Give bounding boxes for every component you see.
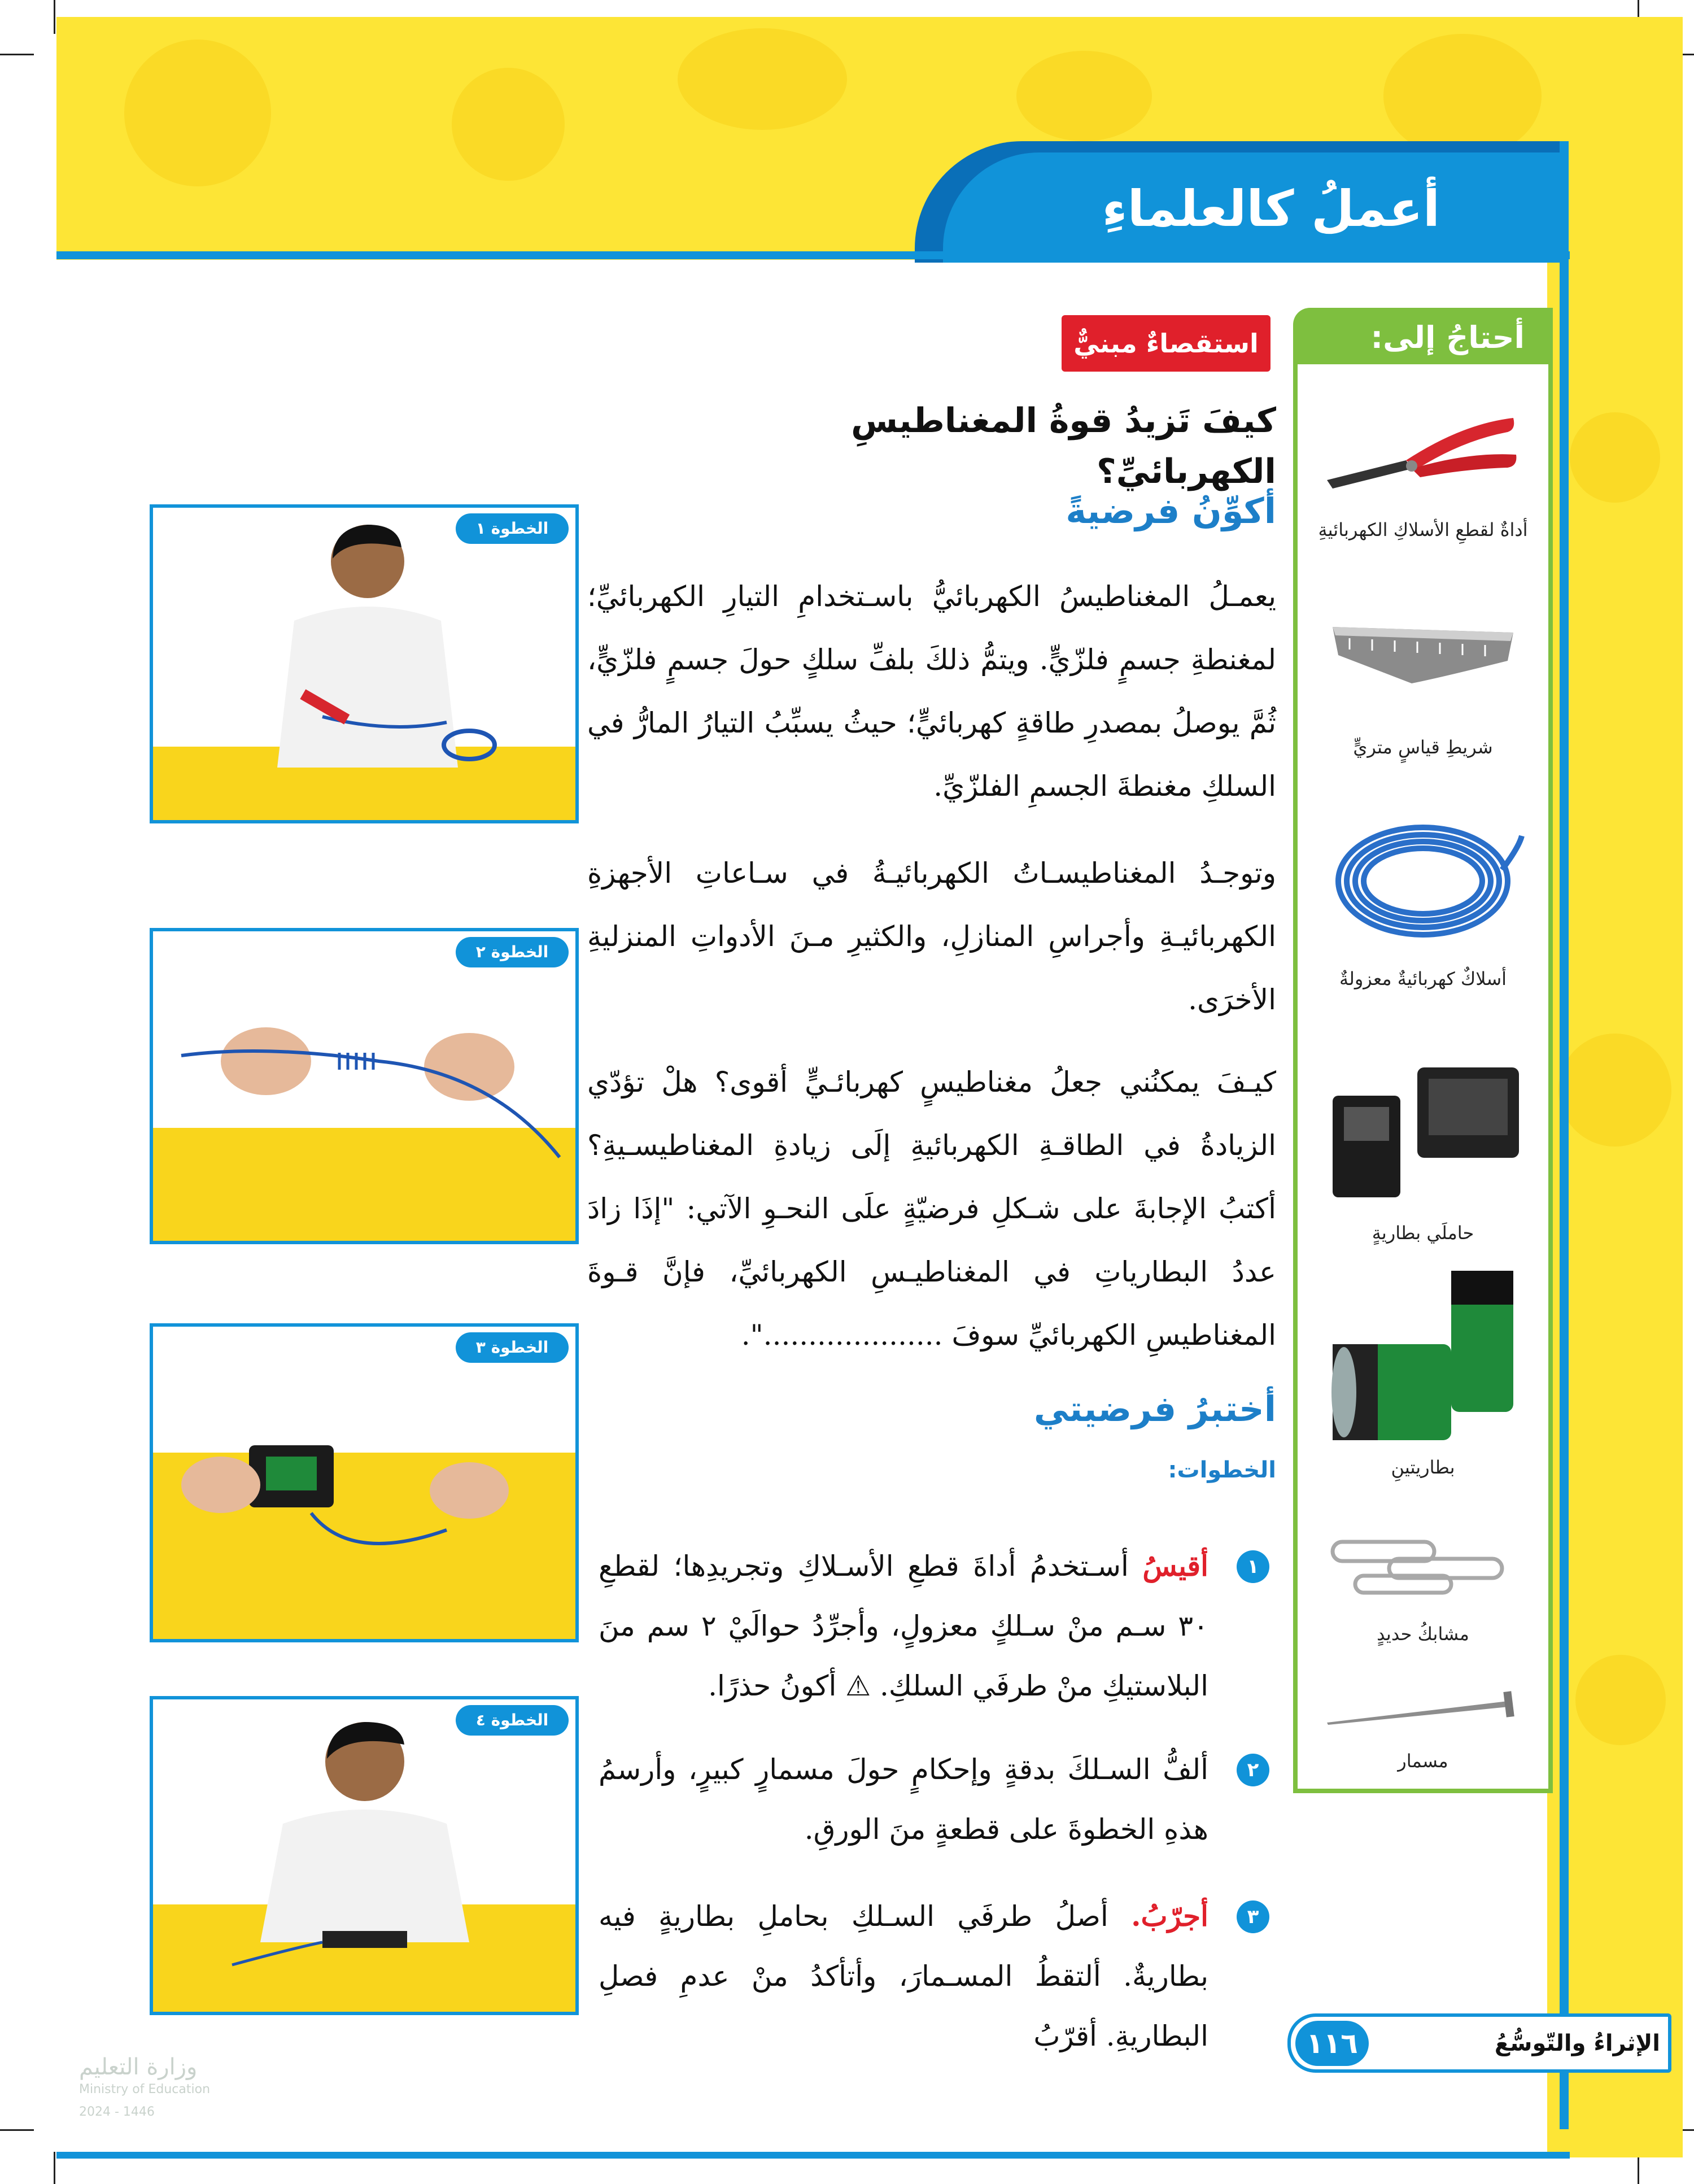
hypothesis-heading: أكوِّنُ فرضيةً bbox=[1066, 490, 1276, 531]
crop-mark bbox=[54, 2152, 55, 2184]
step-2-photo bbox=[150, 928, 579, 1244]
main-question: كيفَ تَزيدُ قوةُ المغناطيسِ الكهربائيِّ؟ bbox=[851, 401, 1276, 491]
wire-cutter-icon bbox=[1321, 407, 1525, 503]
step-number: ٣ bbox=[1237, 1900, 1269, 1933]
step-3-text: أجرّبُ. أصلُ طرفَي السـلكِ بحاملِ بطاريةٍ فيه بطاريةٌ. ألتقطُ المسـمارَ، وأتأكدُ منْ عدمِ فصلِ البطاريةِ. أقرّبُ bbox=[599, 1899, 1208, 2052]
photo-step-tag: الخطوة ٢ bbox=[456, 937, 569, 967]
inquiry-badge-label: استقصاءٌ مبنيٌّ bbox=[1073, 328, 1259, 359]
step-number: ١ bbox=[1237, 1550, 1269, 1583]
photo-step-tag: الخطوة ٣ bbox=[456, 1332, 569, 1363]
crop-mark bbox=[54, 0, 55, 34]
section-name: الإثراءُ والتّوسُّعُ bbox=[1494, 2030, 1660, 2056]
material-label: أسلاكٌ كهربائيةٌ معزولةٌ bbox=[1339, 968, 1507, 989]
step-1-photo bbox=[150, 504, 579, 823]
photo-step-tag: الخطوة ١ bbox=[456, 513, 569, 544]
hypothesis-paragraph-3: كيـفَ يمكنُني جعلُ مغناطيسٍ كهربائـيٍّ أقوى؟ هلْ تؤدّي الزيادةُ في الطاقـةِ الكهربائيةِ إلَى زيادةِ المغناطيسـيةِ؟ أكتبُ الإجابةَ على شـكلِ فرضيّةٍ علَى النحـوِ الآتي: "إذَا زادَ عددُ البطارياتِ في المغناطيـسِ الكهربائيِّ، فإنَّ قـوةَ المغناطيسِ الكهربائيِّ سوفَ ....................". bbox=[587, 1066, 1276, 1352]
material-label: شريطِ قياسٍ متريٍّ bbox=[1353, 736, 1493, 758]
ministry-watermark: وزارة التعليم Ministry of Education 2024 - 1446 bbox=[79, 2054, 211, 2119]
step-2-text: ألفُّ السـلكَ بدقةٍ وإحكامٍ حولَ مسمارٍ كبيرٍ، وأرسمُ هذهِ الخطوةَ على قطعةٍ منَ الورقِ. bbox=[599, 1753, 1208, 1846]
header-divider bbox=[56, 251, 1570, 259]
hypothesis-paragraph-2: وتوجـدُ المغناطيسـاتُ الكهربائيـةُ في سـاعاتِ الأجهزةِ الكهربائيـةِ وأجراسِ المنازلِ، والكثيرِ مـنَ الأدواتِ المنزليةِ الأخرَى. bbox=[587, 857, 1276, 1016]
crop-mark bbox=[0, 54, 34, 55]
material-label: مسمار bbox=[1398, 1750, 1448, 1772]
material-label: أداةٌ لقطعِ الأسلاكِ الكهربائيةِ bbox=[1318, 519, 1528, 540]
hypothesis-paragraph-1: يعمـلُ المغناطيسُ الكهربائيُّ باسـتخدامِ التيارِ الكهربائيِّ؛ لمغنطةِ جسمٍ فلزّيٍّ. ويتمُّ ذلكَ بلفِّ سلكٍ حولَ جسمٍ فلزّيٍّ، ثُمَّ يوصلُ بمصدرِ طاقةٍ كهربائيٍّ؛ حيثُ يسبِّبُ التيارُ المارُّ في السلكِ مغنطةَ الجسمِ الفلزّيِّ. bbox=[587, 580, 1276, 803]
right-border bbox=[1560, 141, 1569, 2129]
paper-clip-icon bbox=[1321, 1525, 1525, 1604]
materials-heading: أحتاجُ إلى: bbox=[1370, 320, 1525, 355]
test-heading: أختبرُ فرضيتي bbox=[1033, 1388, 1276, 1429]
photo-step-tag: الخطوة ٤ bbox=[456, 1705, 569, 1736]
nail-icon bbox=[1321, 1689, 1525, 1734]
step-1-text: أقيسُ أسـتخدمُ أداةَ قطعِ الأسـلاكِ وتجريدِها؛ لقطعِ ٣٠ سـم منْ سـلكٍ معزولٍ، وأجرِّدُ حوالَيْ ٢ سم منَ البلاستيكِ منْ طرفَي السلكِ. ⚠ أكونُ حذرًا. bbox=[599, 1549, 1208, 1702]
page-number: ١١٦ bbox=[1295, 2021, 1369, 2066]
step-4-photo bbox=[150, 1696, 579, 2015]
wire-coil-icon bbox=[1321, 813, 1525, 949]
material-label: بطاريتينِ bbox=[1391, 1457, 1455, 1478]
battery-holder-icon bbox=[1321, 1062, 1525, 1209]
steps-label: الخطوات: bbox=[1168, 1457, 1276, 1483]
crop-mark bbox=[0, 2129, 34, 2131]
bottom-border bbox=[56, 2152, 1570, 2159]
step-number: ٢ bbox=[1237, 1754, 1269, 1786]
step-verb: أقيسُ bbox=[1142, 1549, 1208, 1583]
material-label: حاملَي بطاريةٍ bbox=[1372, 1222, 1474, 1244]
battery-icon bbox=[1321, 1265, 1525, 1451]
page-title: أعملُ كالعلماءِ bbox=[1102, 180, 1440, 238]
measuring-tape-icon bbox=[1327, 616, 1519, 689]
step-3-photo bbox=[150, 1323, 579, 1642]
material-label: مشابكُ حديدٍ bbox=[1377, 1623, 1469, 1645]
step-verb: أجرّبُ. bbox=[1131, 1899, 1208, 1933]
